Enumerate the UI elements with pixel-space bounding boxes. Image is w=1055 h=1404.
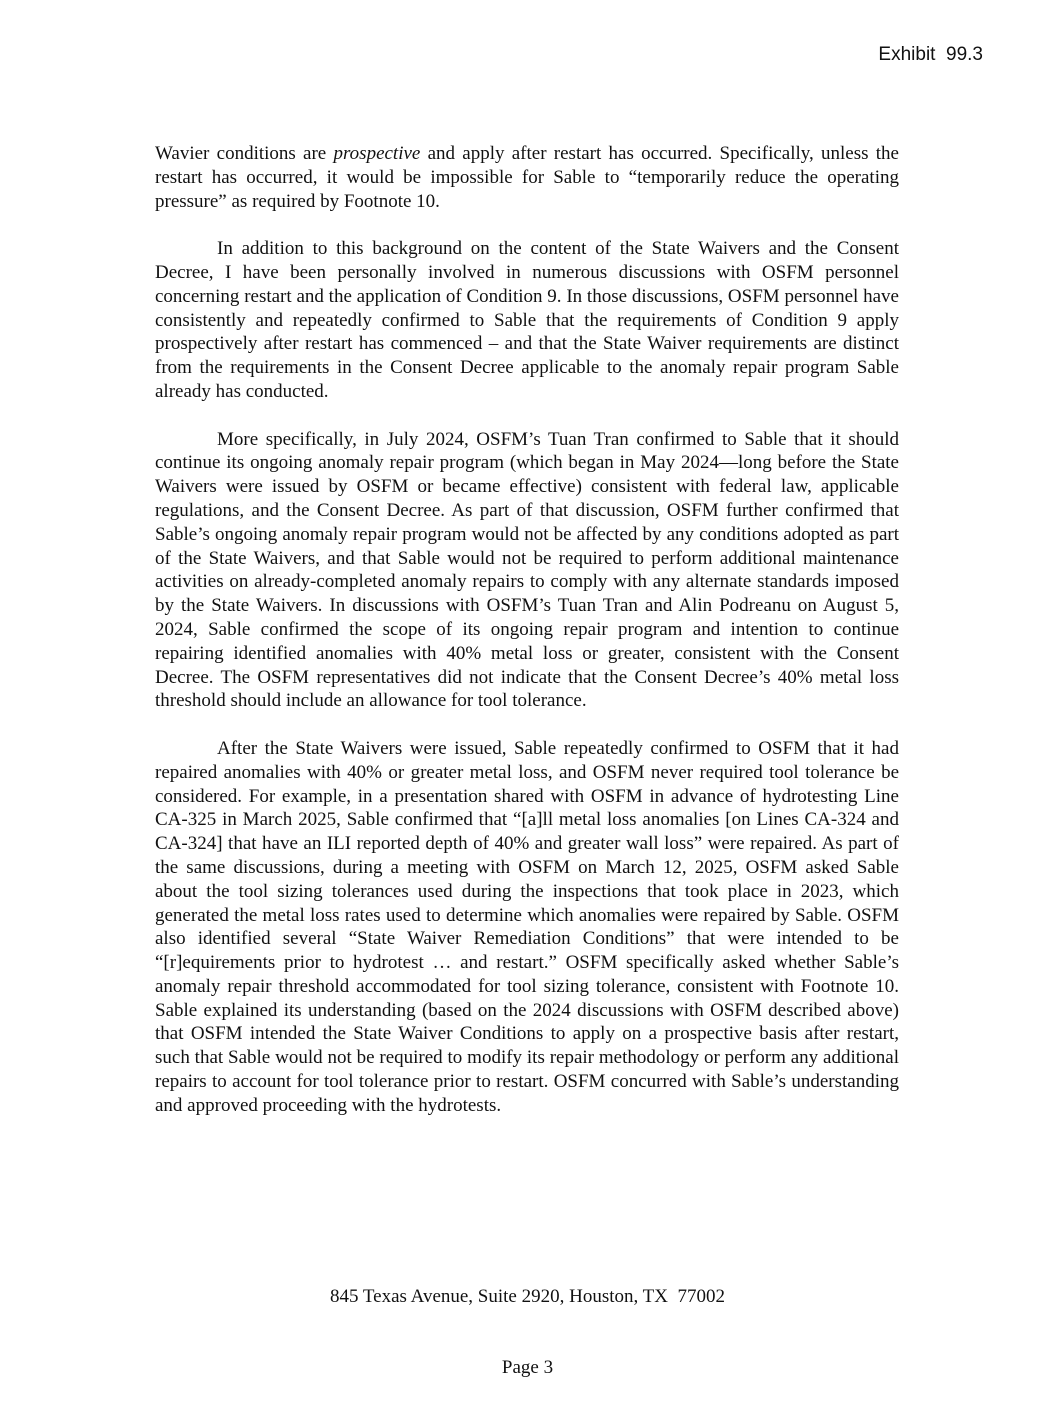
- footer-page-number: Page 3: [501, 1356, 554, 1378]
- paragraph-1: [155, 142, 899, 213]
- paragraph-4: After the State Waivers were issued, Sable repeatedly confirmed to OSFM that it had repaired anomalies with 40% or greater metal loss, and OSFM never required tool tolerance be considered. For example, in a presentation shared with OSFM in advance of hydrotesting Line CA-325 in March 2025, Sable confirmed that “[a]ll metal loss anomalies [on Lines CA-324 and CA-324] that have an ILI reported depth of 40% and greater wall loss” were repaired. As part of the same discussions, during a meeting with OSFM on March 12, 2025, OSFM asked Sable about the tool sizing tolerances used during the inspections that took place in 2023, which generated the metal loss rates used to determine which anomalies were repaired by Sable. OSFM also identified several “State Waiver Remediation Conditions” that were intended to be “[r]equirements prior to hydrotest … and restart.” OSFM specifically asked whether Sable’s anomaly repair threshold accommodated for tool sizing tolerance, consistent with Footnote 10. Sable explained its understanding (based on the 2024 discussions with OSFM described above) that OSFM intended the State Waiver Conditions to apply on a prospective basis after restart, such that Sable would not be required to modify its repair methodology or perform any additional repairs to account for tool tolerance prior to restart. OSFM concurred with Sable’s understanding and approved proceeding with the hydrotests.: [155, 737, 899, 1116]
- paragraph-1-lead: Wavier conditions are: [155, 143, 334, 164]
- paragraph-2: In addition to this background on the content of the State Waivers and the Consent Decree, I have been personally involved in numerous discussions with OSFM personnel concerning restart and the application of Condition 9. In those discussions, OSFM personnel have consistently and repeatedly confirmed to Sable that the requirements of Condition 9 apply prospectively after restart has commenced – and that the State Waiver requirements are distinct from the requirements in the Consent Decree applicable to the anomaly repair program Sable already has conducted.: [155, 238, 899, 402]
- footer-address: 845 Texas Avenue, Suite 2920, Houston, TX 77002: [329, 1285, 725, 1307]
- document-body: [155, 142, 899, 1141]
- paragraph-1-rest: and apply after restart has occurred. Specifically, unless the restart has occurred, it would be impossible for Sable to “temporarily reduce the operating pressure” as required by Footnote 10.: [155, 143, 899, 212]
- exhibit-label: Exhibit 99.3: [878, 44, 983, 65]
- page-footer: [0, 1237, 1055, 1404]
- paragraph-1-emphasis: prospective: [333, 143, 421, 164]
- paragraph-3: More specifically, in July 2024, OSFM’s Tuan Tran confirmed to Sable that it should continue its ongoing anomaly repair program (which began in May 2024—long before the State Waivers were issued by OSFM or became effective) consistent with federal law, applicable regulations, and the Consent Decree. As part of that discussion, OSFM further confirmed that Sable’s ongoing anomaly repair program would not be affected by any conditions adopted as part of the State Waivers, and that Sable would not be required to perform additional maintenance activities on already-completed anomaly repairs to comply with any alternate standards imposed by the State Waivers. In discussions with OSFM’s Tuan Tran and Alin Podreanu on August 5, 2024, Sable confirmed the scope of its ongoing repair program and intention to continue repairing identified anomalies with 40% metal loss or greater, consistent with the Consent Decree. The OSFM representatives did not indicate that the Consent Decree’s 40% metal loss threshold should include an allowance for tool tolerance.: [155, 428, 899, 712]
